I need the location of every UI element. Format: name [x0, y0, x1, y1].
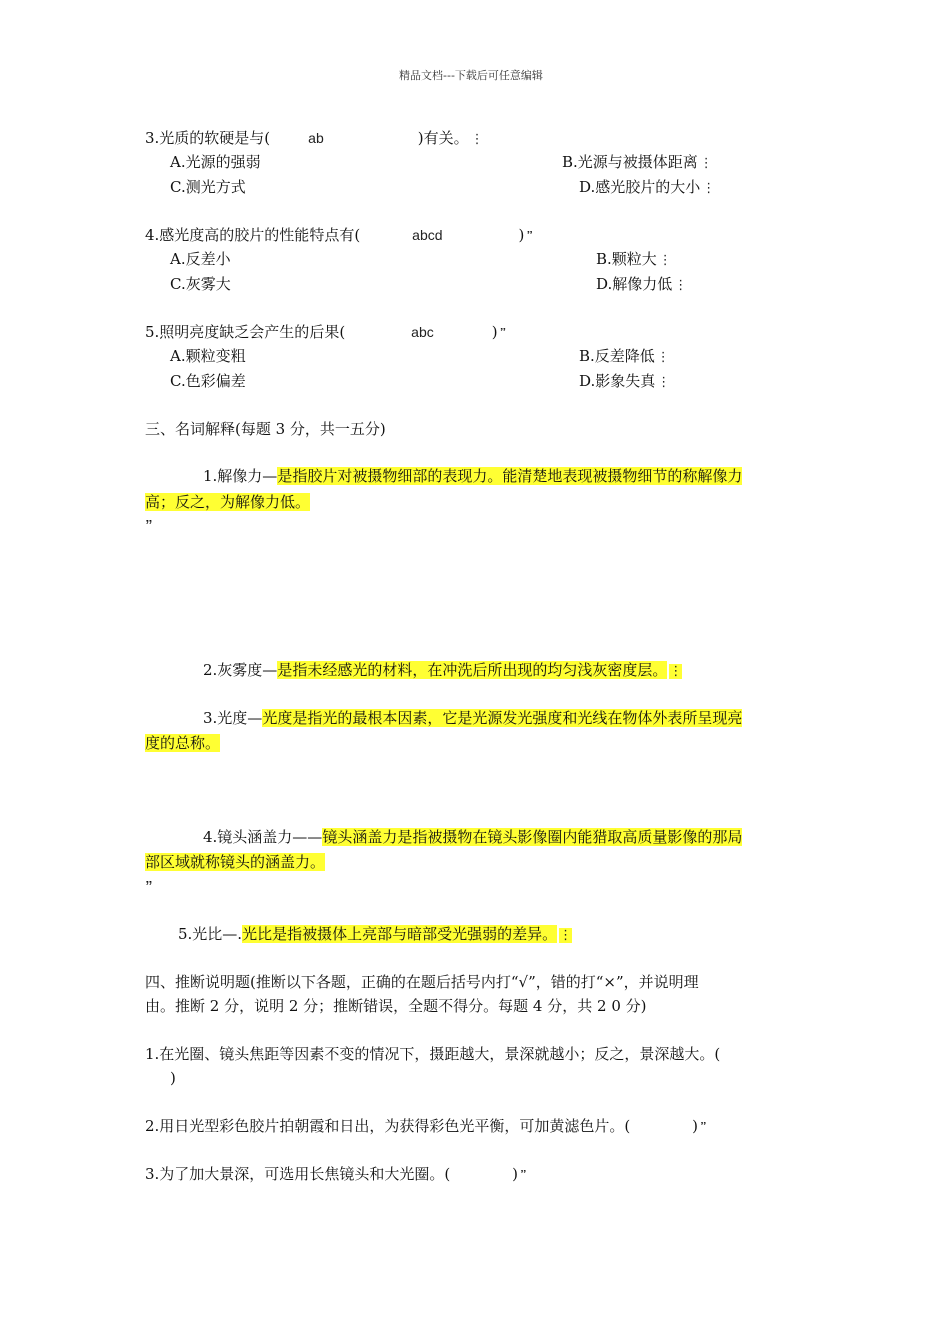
- section-4-heading: 四、推断说明题(推断以下各题，正确的在题后括号内打“√”，错的打“×”，并说明理: [145, 973, 699, 991]
- ellipsis-mark-icon: ⋮: [656, 350, 670, 365]
- term-1-definition-cont: 高；反之，为解像力低。: [145, 493, 311, 511]
- ellipsis-mark-icon: ⋮: [702, 181, 716, 196]
- judge-3-close: ): [512, 1165, 519, 1183]
- question-4-option-d-text: D.解像力低: [596, 275, 673, 293]
- ellipsis-mark-icon: ⋮: [699, 156, 713, 171]
- term-4-line-1: [203, 827, 742, 847]
- question-4-option-c: C.灰雾大: [170, 275, 231, 293]
- question-5-option-b: [579, 346, 670, 368]
- term-5-line: [178, 924, 572, 946]
- section-3-heading: 三、名词解释(每题 3 分，共一五分): [145, 420, 386, 438]
- term-2-line: [203, 660, 682, 682]
- ellipsis-mark-icon: ⋮: [657, 375, 671, 390]
- question-4-stem: [145, 225, 533, 247]
- question-4-option-a: A.反差小: [170, 250, 231, 268]
- judge-2-text: 2.用日光型彩色胶片拍朝霞和日出，为获得彩色光平衡，可加黄滤色片。(: [145, 1117, 631, 1135]
- judge-1-line-1: 1.在光圈、镜头焦距等因素不变的情况下，摄距越大，景深就越小；反之，景深越大。(: [145, 1045, 721, 1063]
- question-5-option-d-text: D.影象失真: [579, 372, 656, 390]
- term-5-definition: 光比是指被摄体上亮部与暗部受光强弱的差异。: [242, 925, 558, 943]
- return-arrow-icon: 🙷: [526, 229, 533, 244]
- question-4-option-b: [596, 249, 672, 271]
- judge-2-line: [145, 1116, 707, 1138]
- question-3-option-d: [579, 177, 715, 199]
- ellipsis-mark-icon: ⋮: [470, 132, 484, 147]
- question-5-option-d: [579, 371, 670, 393]
- term-4-definition: 镜头涵盖力是指被摄物在镜头影像圈内能猎取高质量影像的那局: [322, 828, 743, 846]
- ellipsis-mark-icon: ⋮: [674, 278, 688, 293]
- judge-3-line: [145, 1164, 527, 1186]
- question-5-tail: ): [491, 323, 498, 341]
- question-4-text: 4.感光度高的胶片的性能特点有(: [145, 226, 361, 244]
- question-4-option-b-text: B.颗粒大: [596, 250, 657, 268]
- question-3-answer: ab: [308, 130, 324, 146]
- ellipsis-mark-icon: ⋮: [669, 664, 683, 679]
- term-3-definition: 光度是指光的最根本因素，它是光源发光强度和光线在物体外表所呈现亮: [262, 709, 743, 727]
- term-1-definition: 是指胶片对被摄物细部的表现力。能清楚地表现被摄物细节的称解像力: [277, 467, 743, 485]
- question-3-tail: )有关。: [417, 129, 469, 147]
- question-3-option-c: C.测光方式: [170, 178, 246, 196]
- section-4-heading-cont: 由。推断 2 分，说明 2 分；推断错误，全题不得分。每题 4 分，共 2 0 分): [145, 997, 647, 1015]
- term-4-label: 4.镜头涵盖力——: [203, 828, 323, 846]
- return-arrow-icon: 🙷: [700, 1120, 707, 1135]
- question-3-option-d-text: D.感光胶片的大小: [579, 178, 701, 196]
- question-5-text: 5.照明亮度缺乏会产生的后果(: [145, 323, 346, 341]
- question-3-option-a: A.光源的强弱: [170, 153, 261, 171]
- term-2-label: 2.灰雾度—: [203, 661, 278, 679]
- term-3-label: 3.光度—: [203, 709, 263, 727]
- term-3-line-1: [203, 708, 742, 728]
- page-header: 精品文档---下载后可任意编辑: [399, 69, 543, 82]
- term-3-definition-cont: 度的总称。: [145, 734, 221, 752]
- judge-2-close: ): [692, 1117, 699, 1135]
- question-5-answer: abc: [411, 324, 434, 340]
- question-4-answer: abcd: [412, 227, 443, 243]
- term-5-label: 5.光比—.: [178, 925, 243, 943]
- return-arrow-icon: 🙷: [520, 1168, 527, 1183]
- question-5-option-a: A.颗粒变粗: [170, 347, 246, 365]
- question-4-option-d: [596, 274, 687, 296]
- ellipsis-mark-icon: ⋮: [559, 928, 573, 943]
- term-2-definition: 是指未经感光的材料，在冲洗后所出现的均匀浅灰密度层。: [277, 661, 668, 679]
- judge-1-line-2: ): [170, 1069, 176, 1087]
- return-arrow-icon: 🙷: [145, 878, 153, 896]
- question-3-text: 3.光质的软硬是与(: [145, 129, 271, 147]
- term-3-line-2: [145, 733, 220, 753]
- ellipsis-mark-icon: ⋮: [658, 253, 672, 268]
- return-arrow-icon: 🙷: [499, 326, 507, 341]
- question-3-option-b: [562, 152, 713, 174]
- term-1-line-1: [203, 466, 742, 486]
- question-5-option-b-text: B.反差降低: [579, 347, 655, 365]
- term-1-line-2: [145, 492, 310, 512]
- term-4-definition-cont: 部区域就称镜头的涵盖力。: [145, 853, 326, 871]
- return-arrow-icon: 🙷: [145, 517, 153, 535]
- question-3-option-b-text: B.光源与被摄体距离: [562, 153, 698, 171]
- judge-3-text: 3.为了加大景深，可选用长焦镜头和大光圈。(: [145, 1165, 451, 1183]
- question-3-stem: [145, 128, 484, 150]
- question-5-stem: [145, 322, 506, 344]
- question-4-tail: ): [518, 226, 525, 244]
- term-1-label: 1.解像力—: [203, 467, 278, 485]
- question-5-option-c: C.色彩偏差: [170, 372, 246, 390]
- term-4-line-2: [145, 852, 325, 872]
